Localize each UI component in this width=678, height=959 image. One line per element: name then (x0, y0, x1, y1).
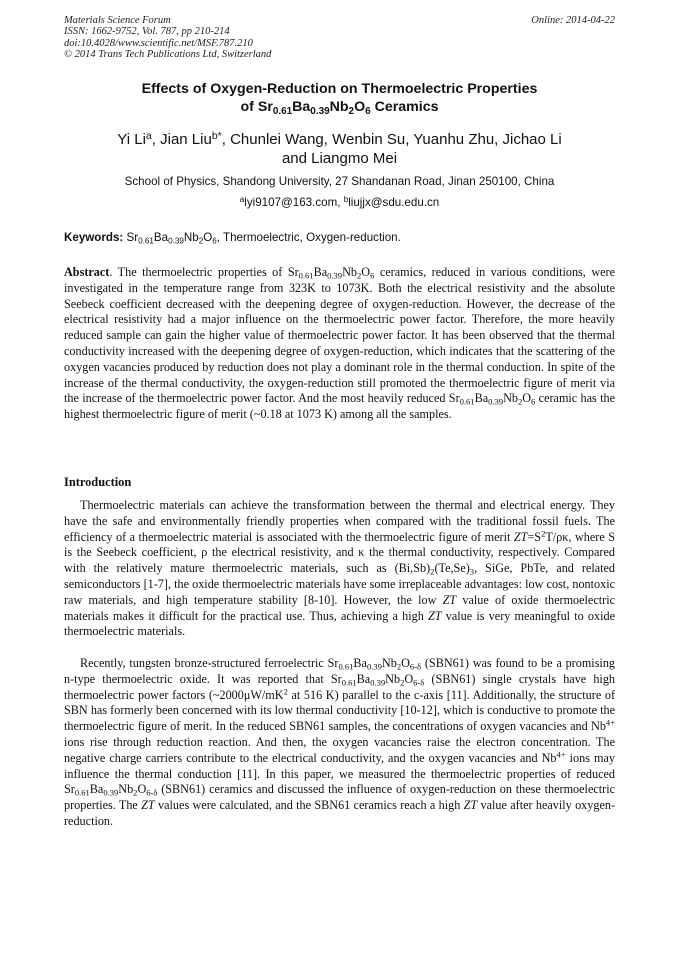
abstract-label: Abstract (64, 265, 110, 279)
affiliation: School of Physics, Shandong University, 27 Shandanan Road, Jinan 250100, China (124, 175, 555, 188)
formula: $Sr_{0.61}Ba_{0.39}Nb_2O_6$ (448, 391, 536, 407)
title-line-2: of $Sr_{0.61}Ba_{0.39}Nb_2O_6$ Ceramics (240, 99, 439, 117)
paper-title (64, 80, 615, 116)
author-emails: $^a$lyi9107@163.com, $^b$liujjx@sdu.edu.cn (239, 194, 440, 209)
online-date: Online: 2014-04-22 (531, 15, 615, 26)
abstract: Abstract. The thermoelectric properties of $Sr_{0.61}Ba_{0.39}Nb_2O_6$ ceramics, reduced in various conditions, were investigated in the temperature range from 323K to 1073K. Both the electrical resistivity and the absolute Seebeck coefficient decreased with the deepening degree of oxygen-reduction. However, the decrease of the electrical resistivity had a major influence on the thermoelectric power factor. Therefore, the more heavily reduced sample can gain the higher value of thermoelectric power factor. It has been observed that the thermal conductivity increased with the deepening degree of oxygen-reduction, which indicates that the scattering of the oxygen vacancies produced by reduction does not play a dominant role in the thermal conduction. In spite of the increase of the thermal conductivity, the oxygen-reduction still promoted the thermoelectric figure of merit via the increase of the thermoelectric power factor. And the most heavily reduced $Sr_{0.61}Ba_{0.39}Nb_2O_6$ ceramic has the highest thermoelectric figure of merit (~0.18 at 1073 K) among all the samples. (64, 265, 616, 422)
journal-name: Materials Science Forum (64, 15, 171, 26)
keywords: Keywords: $Sr_{0.61}Ba_{0.39}Nb_2O_6$, Thermoelectric, Oxygen-reduction. (64, 231, 401, 246)
formula: $Sr_{0.61}Ba_{0.39}Nb_2O_6$ (257, 99, 371, 117)
author-name: Jian Liu (160, 131, 212, 148)
author-name: Yi Li (117, 131, 146, 148)
journal-issn: ISSN: 1662-9752, Vol. 787, pp 210-214 (64, 26, 230, 38)
title-line-1: Effects of Oxygen-Reduction on Thermoelectric Properties (141, 81, 538, 97)
intro-paragraph-1: Thermoelectric materials can achieve the transformation between the thermal and electrical energy. They have the safe and environmentally friendly properties when compared with the traditional fossil fuels. The efficiency of a thermoelectric material is associated with the thermoelectric figure of merit $ZT=S^2T/\rho\kappa$, where S is the Seebeck coefficient, ρ the electrical resistivity, and κ the thermal conductivity, respectively. Compared with the relatively mature thermoelectric materials, such as $(Bi,Sb)_2(Te,Se)_3$, SiGe, PbTe, and related semiconductors [1-7], the oxide thermoelectric materials have some irreplaceable advantages: low cost, nontoxic raw materials, and high temperature stability [8-10]. However, the low ZT value of oxide thermoelectric materials makes it difficult for the practical use. Thus, achieving a high ZT value is very meaningful to oxide thermoelectric materials. (64, 498, 616, 639)
author-names: Chunlei Wang, Wenbin Su, Yuanhu Zhu, Jichao Li (230, 131, 562, 148)
keywords-label: Keywords: (64, 231, 124, 244)
author-names-line-2: and Liangmo Mei (281, 150, 398, 167)
formula: $Sr_{0.61}Ba_{0.39}Nb_2O_{6-\delta}$ (330, 671, 425, 688)
intro-paragraph-2: Recently, tungsten bronze-structured ferroelectric $Sr_{0.61}Ba_{0.39}Nb_2O_{6-\delta}$ (SBN61) was found to be a promising n-type thermoelectric oxide. It was reported that $Sr_{0.61}Ba_{0.39}Nb_2O_{6-\delta}$ (SBN61) single crystals have high thermoelectric power factors ($\sim 2000\mu W/mK^2$ at 516 K) parallel to the c-axis [11]. Additionally, the structure of SBN has formerly been concerned with its low thermal conductivity [10-12], which is conductive to promote the thermoelectric figure of merit. In the reduced SBN61 samples, the concentrations of oxygen vacancies and $Nb^{4+}$ ions rise through reduction reaction. And then, the oxygen vacancies raise the electron concentration. The negative charge carriers contribute to the electrical conductivity, and the oxygen vacancies and $Nb^{4+}$ ions may influence the thermal conduction [11]. In this paper, we measured the thermoelectric properties of reduced $Sr_{0.61}Ba_{0.39}Nb_2O_{6-\delta}$ (SBN61) ceramics and discussed the influence of oxygen-reduction on these thermoelectric properties. The ZT values were calculated, and the SBN61 ceramics reach a high ZT value after heavily oxygen-reduction. (64, 656, 616, 828)
email-link[interactable]: lyi9107@163.com, (244, 196, 341, 209)
journal-copyright: © 2014 Trans Tech Publications Ltd, Switzerland (64, 49, 272, 61)
formula: $Sr_{0.61}Ba_{0.39}Nb_2O_{6-\delta}$ (64, 782, 158, 798)
journal-doi: doi:10.4028/www.scientific.net/MSF.787.210 (64, 37, 253, 49)
author-list: Yi Li$^a$, Jian Liu$^{b*}$, Chunlei Wang, Wenbin Su, Yuanhu Zhu, Jichao Li and Liangmo Mei (64, 130, 615, 168)
journal-header (64, 15, 615, 61)
formula: $Sr_{0.61}Ba_{0.39}Nb_2O_6$ (287, 265, 375, 281)
formula: $Sr_{0.61}Ba_{0.39}Nb_2O_{6-\delta}$ (327, 656, 422, 672)
email-link[interactable]: liujjx@sdu.edu.cn (348, 196, 440, 209)
formula: $Sr_{0.61}Ba_{0.39}Nb_2O_6$ (126, 231, 217, 246)
section-heading-introduction: Introduction (64, 475, 132, 489)
